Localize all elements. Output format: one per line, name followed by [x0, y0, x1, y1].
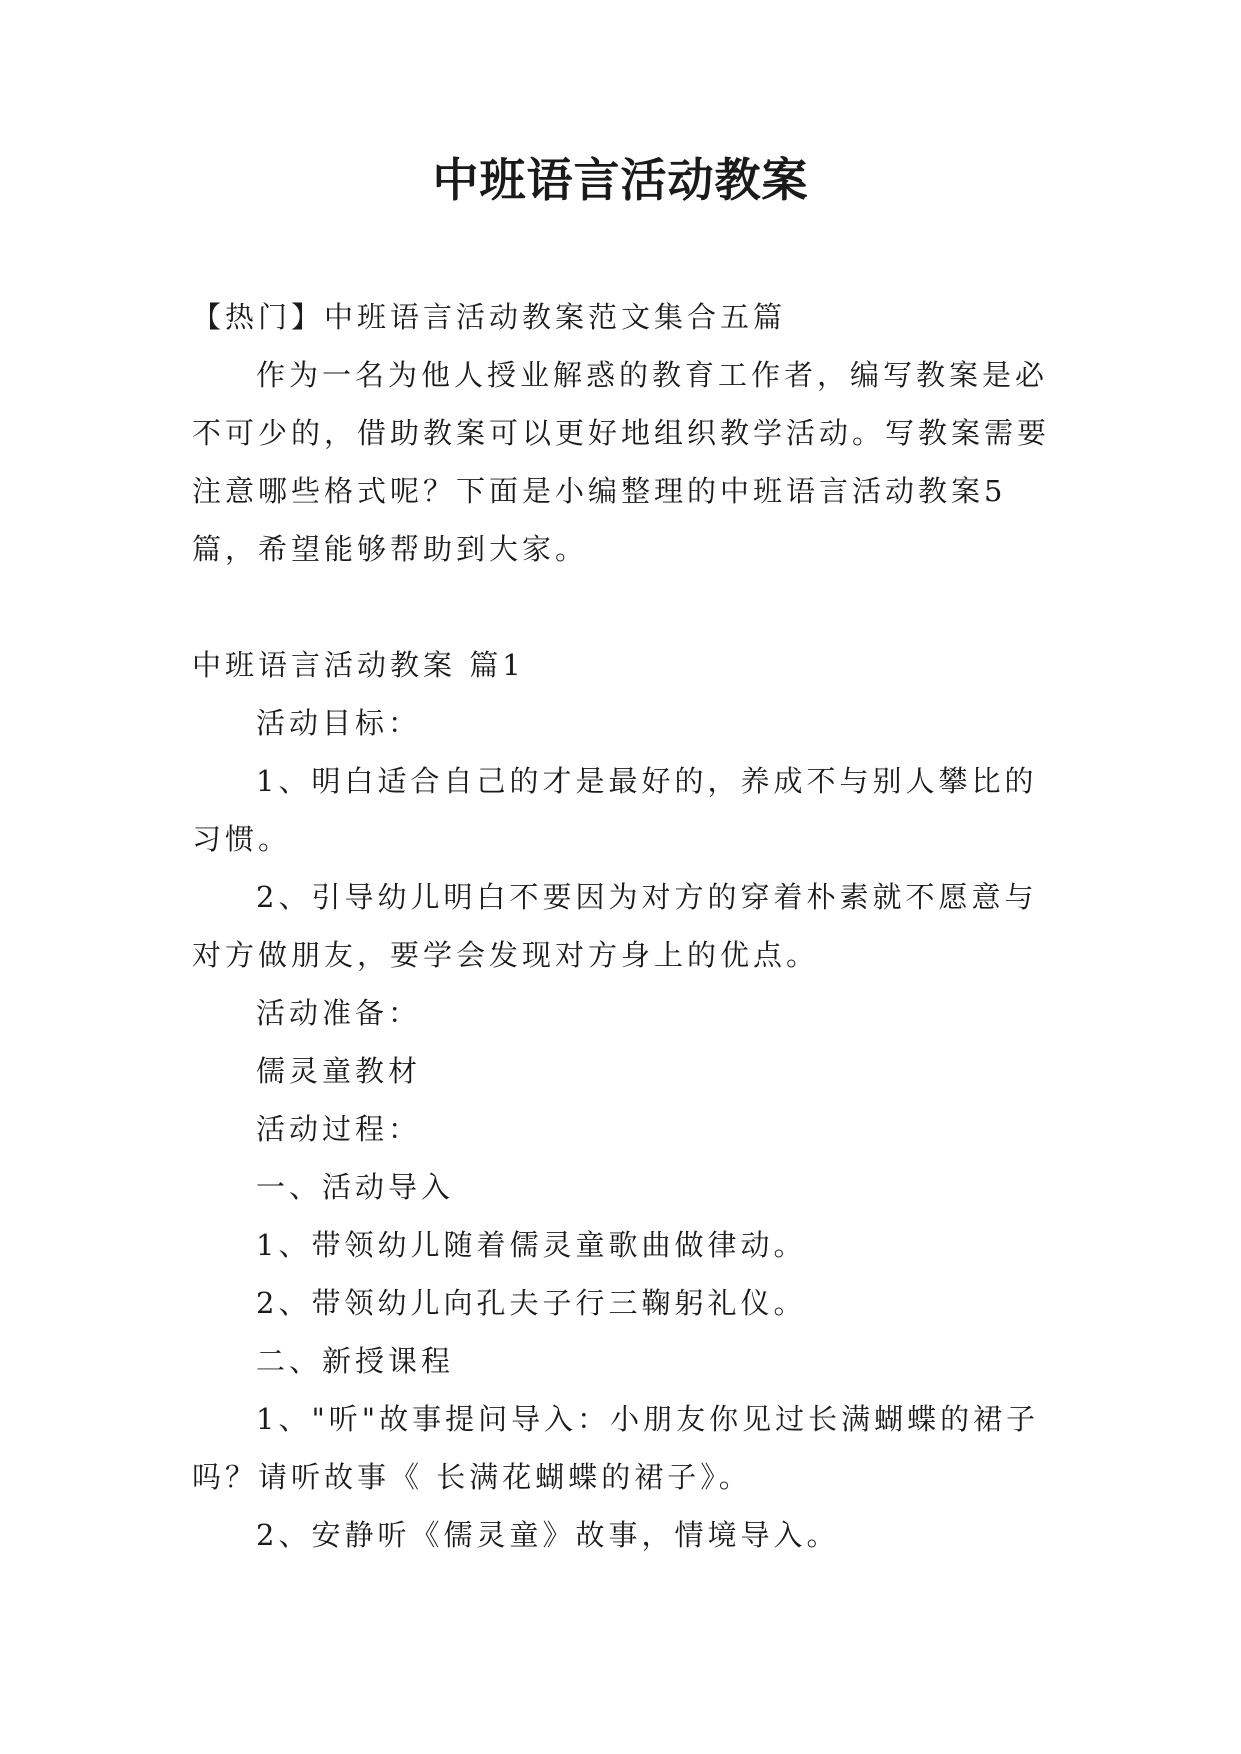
paragraph-activity-process: 活动过程：: [256, 1112, 422, 1146]
paragraph-goal-2: 2、引导幼儿明白不要因为对方的穿着朴素就不愿意与对方做朋友，要学会发现对方身上的优点。: [192, 880, 1038, 972]
paragraph-activity-goals: 活动目标：: [256, 706, 422, 740]
section-title: 中班语言活动教案 篇1: [192, 648, 525, 682]
intro-paragraph: 作为一名为他人授业解惑的教育工作者，编写教案是必不可少的，借助教案可以更好地组织教学活动。写教案需要注意哪些格式呢？下面是小编整理的中班语言活动教案5篇，希望能够帮助到大家。: [192, 358, 1051, 566]
paragraph-step-intro-1: 1、带领幼儿随着儒灵童歌曲做律动。: [256, 1228, 807, 1262]
paragraph-goal-1: 1、明白适合自己的才是最好的，养成不与别人攀比的习惯。: [192, 764, 1038, 856]
paragraph-activity-preparation: 活动准备：: [256, 996, 422, 1030]
paragraph-step-intro: 一、活动导入: [256, 1170, 455, 1204]
document-body: [192, 288, 1062, 1564]
paragraph-materials: 儒灵童教材: [256, 1054, 422, 1088]
paragraph-step-new-lesson: 二、新授课程: [256, 1344, 455, 1378]
paragraph-step-intro-2: 2、带领幼儿向孔夫子行三鞠躬礼仪。: [256, 1286, 807, 1320]
paragraph-new-lesson-1: 1、"听"故事提问导入：小朋友你见过长满蝴蝶的裙子吗？请听故事《 长满花蝴蝶的裙子》。: [192, 1402, 1040, 1494]
document-heading: 【热门】中班语言活动教案范文集合五篇: [192, 300, 787, 334]
paragraph-new-lesson-2: 2、安静听《儒灵童》故事，情境导入。: [256, 1518, 840, 1552]
document-title: 中班语言活动教案: [432, 153, 809, 207]
